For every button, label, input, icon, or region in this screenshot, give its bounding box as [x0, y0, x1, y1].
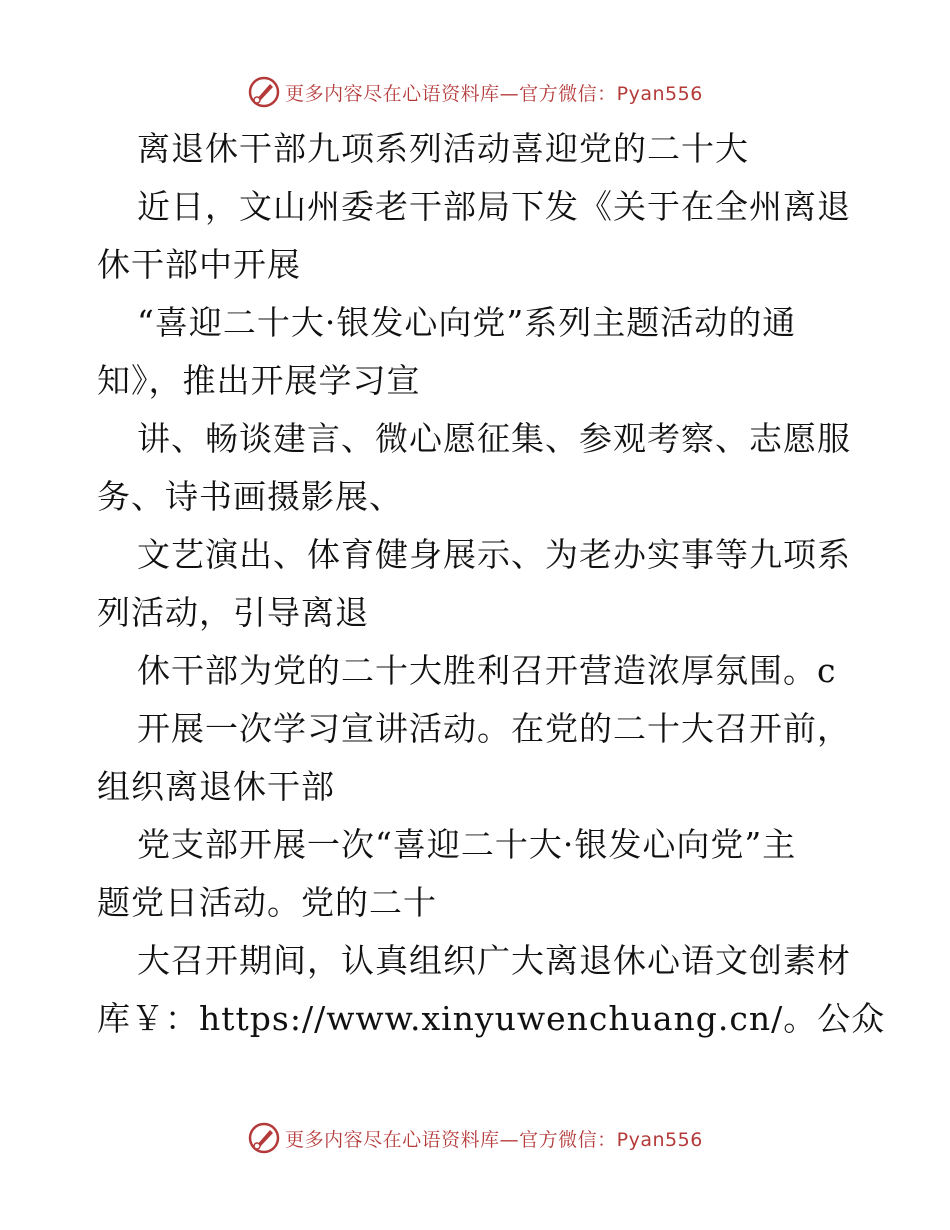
pen-logo-icon	[247, 1121, 281, 1155]
footer-watermark	[0, 1118, 950, 1158]
text-line: 休干部中开展	[97, 245, 301, 284]
text-line: “喜迎二十大·银发心向党”系列主题活动的通	[137, 303, 797, 342]
text-line: 开展一次学习宣讲活动。在党的二十大召开前，	[137, 709, 851, 748]
text-line: 近日，文山州委老干部局下发《关于在全州离退	[137, 187, 851, 226]
text-line: 休干部为党的二十大胜利召开营造浓厚氛围。c	[137, 651, 837, 690]
text-line: 列活动，引导离退	[97, 593, 369, 632]
header-watermark	[0, 72, 950, 112]
text-line: 大召开期间，认真组织广大离退休心语文创素材	[137, 941, 851, 980]
watermark-text: 更多内容尽在心语资料库—官方微信：Pyan556	[285, 82, 703, 105]
text-line: 党支部开展一次“喜迎二十大·银发心向党”主	[137, 825, 797, 864]
text-line: 务、诗书画摄影展、	[97, 477, 403, 516]
document-body	[97, 124, 886, 1052]
doc-title: 离退休干部九项系列活动喜迎党的二十大	[137, 129, 749, 168]
text-line: 讲、畅谈建言、微心愿征集、参观考察、志愿服	[137, 419, 851, 458]
text-line: 库￥：https://www.xinyuwenchuang.cn/。公众	[97, 999, 886, 1038]
text-line: 知》，推出开展学习宣	[97, 361, 421, 400]
text-line: 题党日活动。党的二十	[97, 883, 437, 922]
text-line: 组织离退休干部	[97, 767, 335, 806]
text-line: 文艺演出、体育健身展示、为老办实事等九项系	[137, 535, 851, 574]
pen-logo-icon	[247, 75, 281, 109]
watermark-text: 更多内容尽在心语资料库—官方微信：Pyan556	[285, 1128, 703, 1151]
